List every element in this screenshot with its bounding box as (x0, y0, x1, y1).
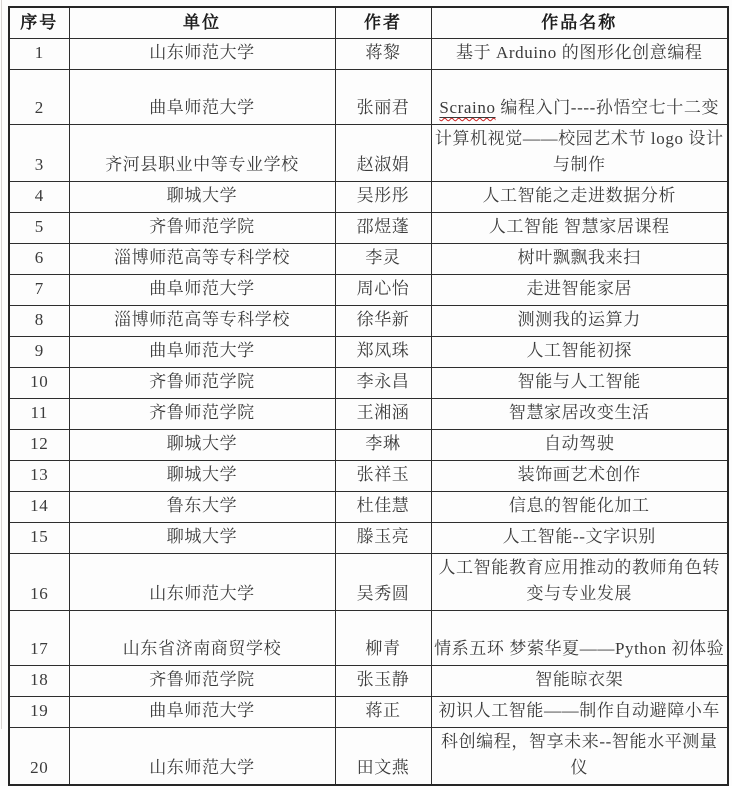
works-table (8, 6, 729, 786)
table-row (9, 337, 728, 368)
serial-number-cell: 11 (9, 399, 69, 430)
serial-number-cell: 15 (9, 523, 69, 554)
author-cell: 张玉静 (335, 666, 431, 697)
table-row (9, 275, 728, 306)
table-row (9, 39, 728, 70)
header-work-title: 作品名称 (431, 7, 728, 39)
serial-number-cell: 19 (9, 697, 69, 728)
table-row (9, 728, 728, 786)
unit-cell: 淄博师范高等专科学校 (69, 244, 335, 275)
unit-cell: 山东师范大学 (69, 39, 335, 70)
work-title-cell: 智能晾衣架 (431, 666, 728, 697)
work-title-cell: 智能与人工智能 (431, 368, 728, 399)
table-row (9, 430, 728, 461)
serial-number-cell: 3 (9, 125, 69, 182)
work-title-cell: 人工智能 智慧家居课程 (431, 213, 728, 244)
author-cell: 田文燕 (335, 728, 431, 786)
work-title-cell: 情系五环 梦萦华夏——Python 初体验 (431, 611, 728, 666)
author-cell: 王湘涵 (335, 399, 431, 430)
work-title-cell: 计算机视觉——校园艺术节 logo 设计与制作 (431, 125, 728, 182)
serial-number-cell: 12 (9, 430, 69, 461)
work-title-cell: 装饰画艺术创作 (431, 461, 728, 492)
unit-cell: 齐鲁师范学院 (69, 399, 335, 430)
author-cell: 邵煜蓬 (335, 213, 431, 244)
unit-cell: 聊城大学 (69, 523, 335, 554)
unit-cell: 聊城大学 (69, 182, 335, 213)
unit-cell: 山东省济南商贸学校 (69, 611, 335, 666)
table-row (9, 182, 728, 213)
scan-edge-artifact (1, 0, 2, 729)
author-cell: 蒋黎 (335, 39, 431, 70)
author-cell: 周心怡 (335, 275, 431, 306)
header-unit: 单位 (69, 7, 335, 39)
unit-cell: 齐鲁师范学院 (69, 368, 335, 399)
serial-number-cell: 8 (9, 306, 69, 337)
author-cell: 张丽君 (335, 70, 431, 125)
table-row (9, 368, 728, 399)
table-row (9, 523, 728, 554)
unit-cell: 齐鲁师范学院 (69, 213, 335, 244)
work-title-cell: 人工智能初探 (431, 337, 728, 368)
serial-number-cell: 1 (9, 39, 69, 70)
serial-number-cell: 16 (9, 554, 69, 611)
work-title-cell: 树叶飘飘我来扫 (431, 244, 728, 275)
table-row (9, 125, 728, 182)
work-title-cell: 测测我的运算力 (431, 306, 728, 337)
work-title-cell: 自动驾驶 (431, 430, 728, 461)
work-title-cell: 信息的智能化加工 (431, 492, 728, 523)
table-row (9, 697, 728, 728)
table-row (9, 554, 728, 611)
header-serial-number: 序号 (9, 7, 69, 39)
serial-number-cell: 14 (9, 492, 69, 523)
work-title-cell: 智慧家居改变生活 (431, 399, 728, 430)
work-title-cell: 基于 Arduino 的图形化创意编程 (431, 39, 728, 70)
unit-cell: 聊城大学 (69, 430, 335, 461)
unit-cell: 聊城大学 (69, 461, 335, 492)
table-row (9, 244, 728, 275)
serial-number-cell: 10 (9, 368, 69, 399)
author-cell: 李永昌 (335, 368, 431, 399)
author-cell: 杜佳慧 (335, 492, 431, 523)
unit-cell: 山东师范大学 (69, 554, 335, 611)
unit-cell: 山东师范大学 (69, 728, 335, 786)
table-row (9, 306, 728, 337)
work-title-cell: 人工智能教育应用推动的教师角色转变与专业发展 (431, 554, 728, 611)
work-title-cell: 人工智能之走进数据分析 (431, 182, 728, 213)
unit-cell: 曲阜师范大学 (69, 697, 335, 728)
table-row (9, 666, 728, 697)
work-title-cell: 走进智能家居 (431, 275, 728, 306)
unit-cell: 鲁东大学 (69, 492, 335, 523)
table-row (9, 399, 728, 430)
unit-cell: 曲阜师范大学 (69, 337, 335, 368)
table-row (9, 492, 728, 523)
table-row (9, 611, 728, 666)
serial-number-cell: 9 (9, 337, 69, 368)
serial-number-cell: 17 (9, 611, 69, 666)
author-cell: 吴秀圆 (335, 554, 431, 611)
unit-cell: 曲阜师范大学 (69, 70, 335, 125)
work-title-cell: 初识人工智能——制作自动避障小车 (431, 697, 728, 728)
author-cell: 郑凤珠 (335, 337, 431, 368)
work-title-cell: Scraino 编程入门----孙悟空七十二变 (431, 70, 728, 125)
table-row (9, 461, 728, 492)
spellcheck-flagged-word: Scraino (439, 98, 496, 117)
table-header-row (9, 7, 728, 39)
author-cell: 张祥玉 (335, 461, 431, 492)
author-cell: 李灵 (335, 244, 431, 275)
serial-number-cell: 20 (9, 728, 69, 786)
unit-cell: 齐河县职业中等专业学校 (69, 125, 335, 182)
serial-number-cell: 6 (9, 244, 69, 275)
author-cell: 李琳 (335, 430, 431, 461)
work-title-cell: 人工智能--文字识别 (431, 523, 728, 554)
author-cell: 柳青 (335, 611, 431, 666)
author-cell: 滕玉亮 (335, 523, 431, 554)
serial-number-cell: 18 (9, 666, 69, 697)
work-title-cell: 科创编程，智享未来--智能水平测量仪 (431, 728, 728, 786)
header-author: 作者 (335, 7, 431, 39)
table-row (9, 70, 728, 125)
unit-cell: 曲阜师范大学 (69, 275, 335, 306)
serial-number-cell: 13 (9, 461, 69, 492)
serial-number-cell: 2 (9, 70, 69, 125)
author-cell: 吴彤彤 (335, 182, 431, 213)
author-cell: 蒋正 (335, 697, 431, 728)
serial-number-cell: 4 (9, 182, 69, 213)
table-row (9, 213, 728, 244)
serial-number-cell: 7 (9, 275, 69, 306)
serial-number-cell: 5 (9, 213, 69, 244)
unit-cell: 淄博师范高等专科学校 (69, 306, 335, 337)
author-cell: 徐华新 (335, 306, 431, 337)
unit-cell: 齐鲁师范学院 (69, 666, 335, 697)
author-cell: 赵淑娟 (335, 125, 431, 182)
